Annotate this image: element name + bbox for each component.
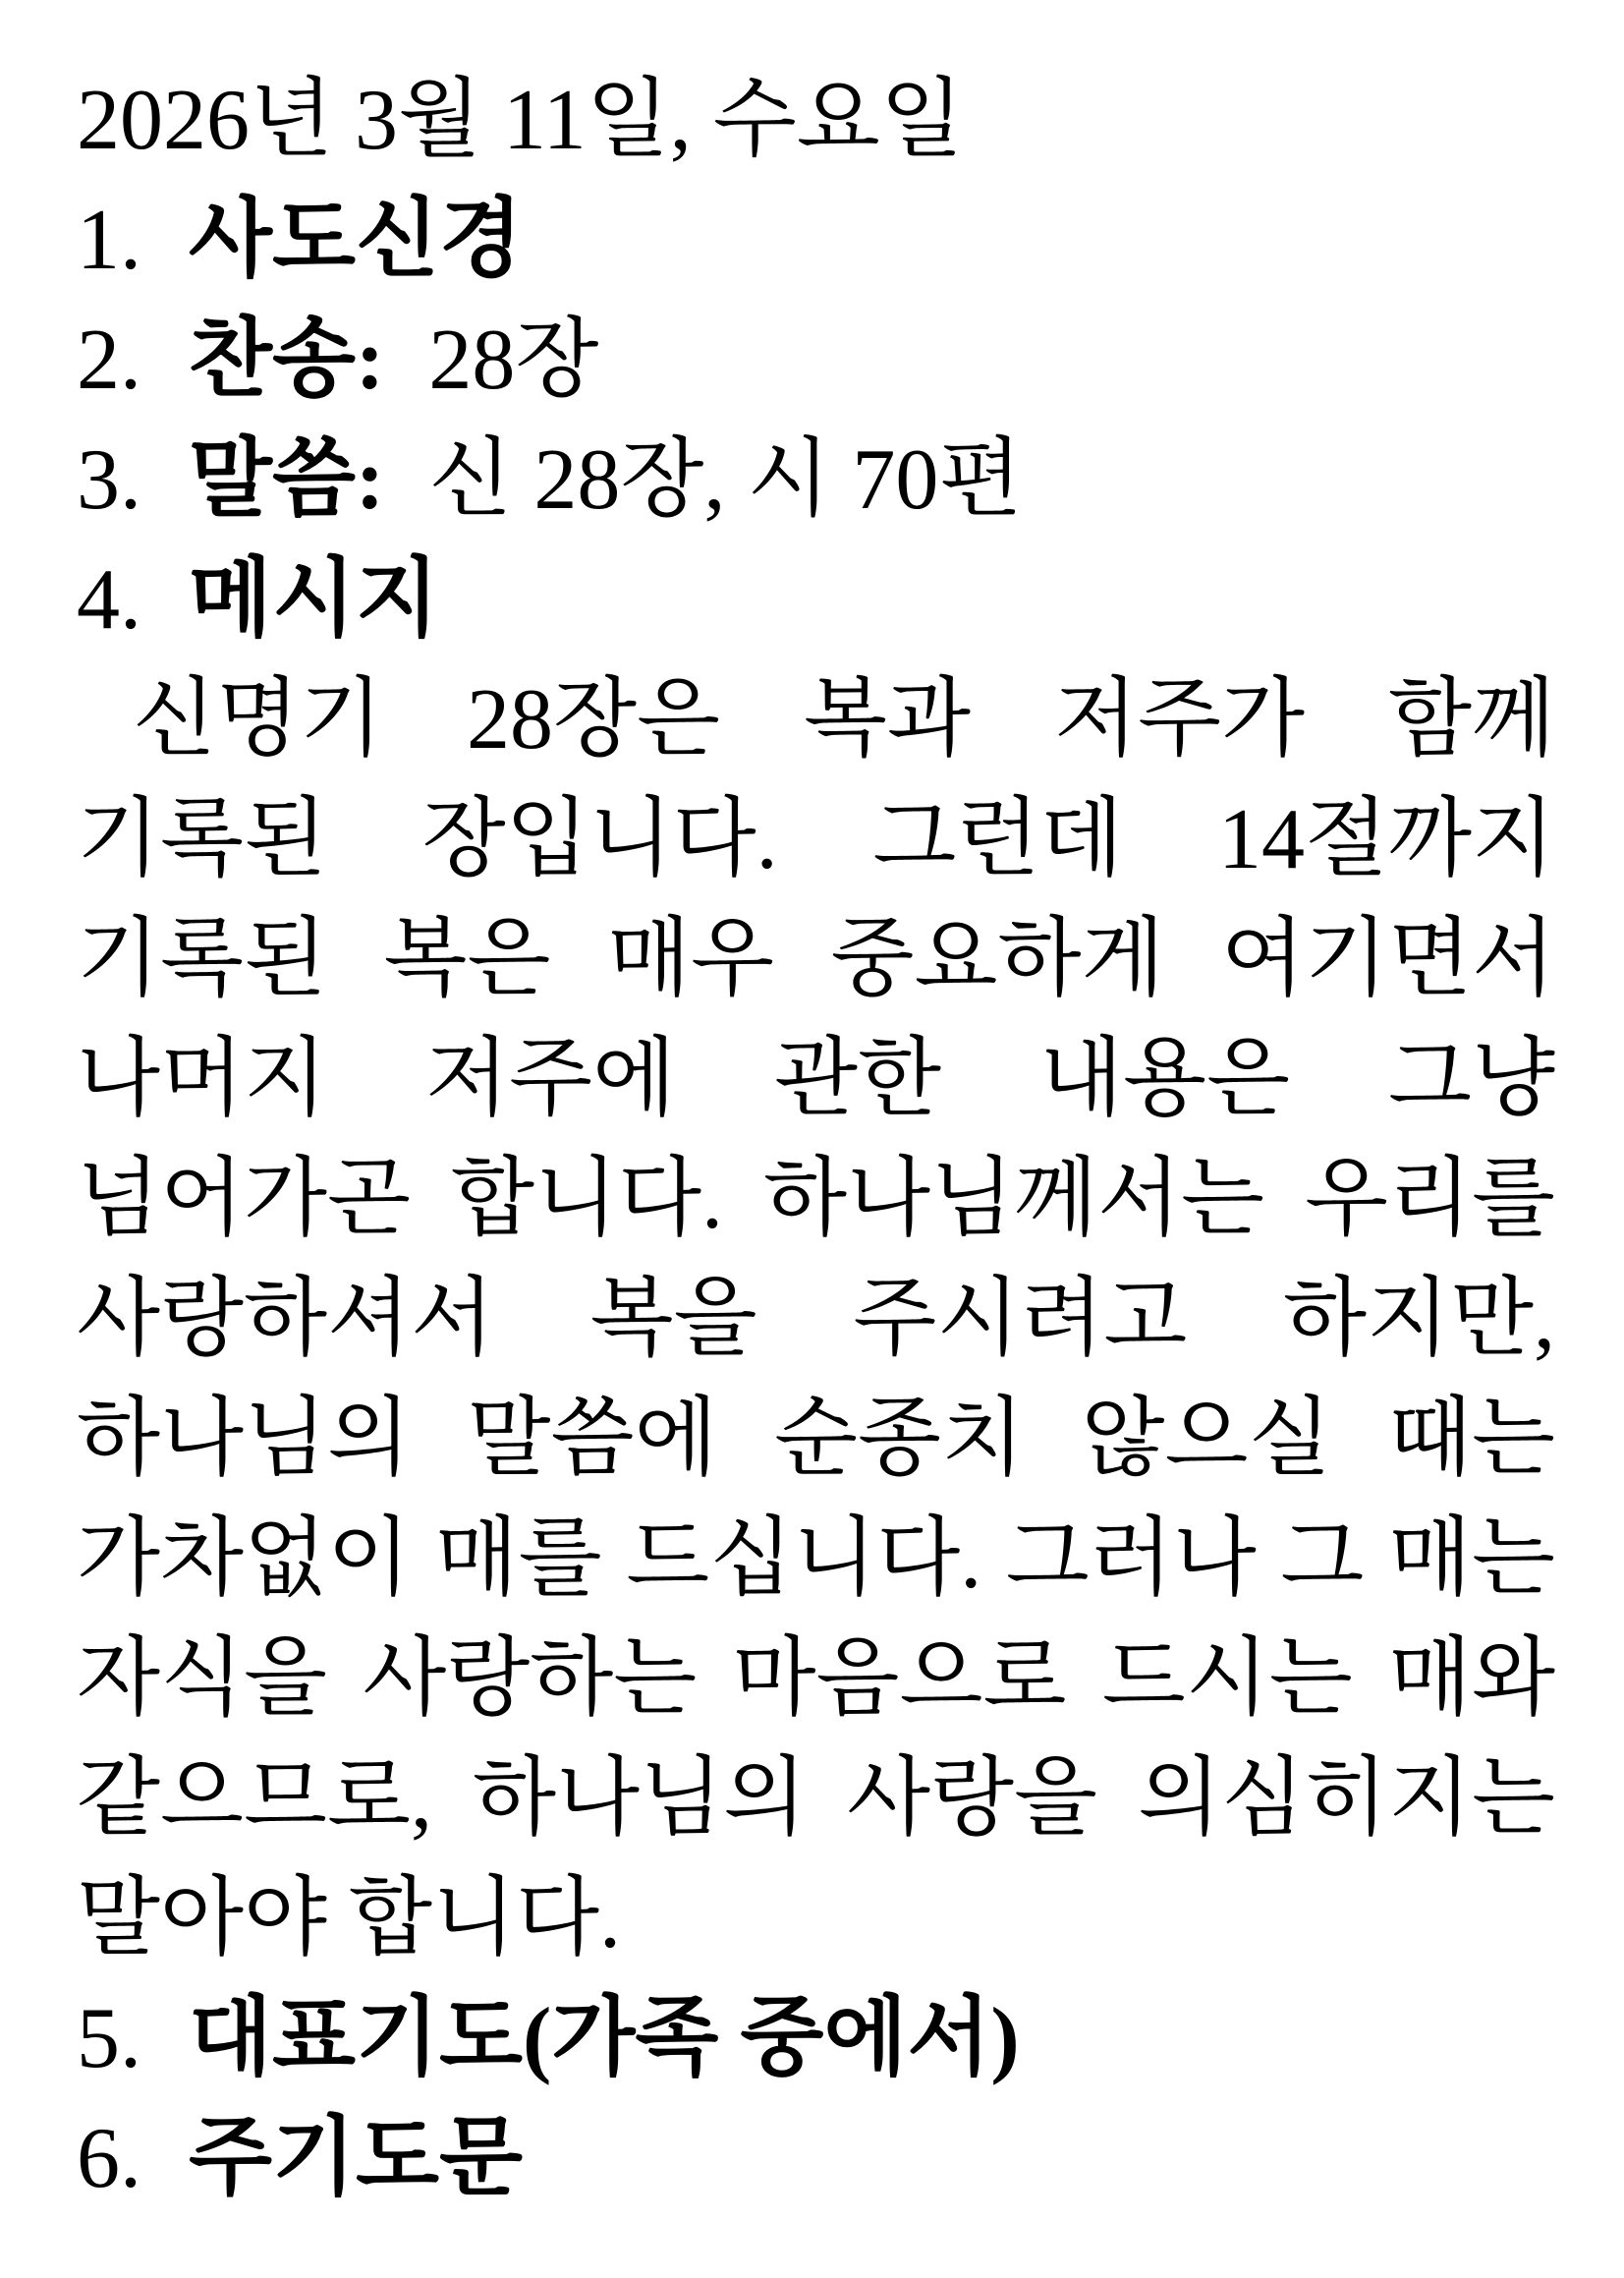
item-label: 말씀:	[189, 432, 385, 528]
item-number: 5.	[77, 1991, 141, 2086]
order-item-representative-prayer	[77, 1979, 1555, 2099]
order-item-hymn	[77, 301, 1555, 421]
item-label: 사도신경	[189, 193, 524, 288]
order-item-message	[77, 541, 1555, 660]
item-label: 찬송:	[189, 313, 385, 408]
item-number: 6.	[77, 2111, 141, 2206]
item-number: 2.	[77, 313, 141, 408]
item-number: 3.	[77, 432, 141, 528]
item-number: 1.	[77, 193, 141, 288]
order-item-apostles-creed	[77, 181, 1555, 301]
item-label: 대표기도(가족 중에서)	[189, 1991, 1020, 2086]
order-item-scripture	[77, 421, 1555, 541]
order-item-lords-prayer	[77, 2099, 1555, 2219]
item-label: 주기도문	[189, 2111, 524, 2206]
date-heading: 2026년 3월 11일, 수요일	[77, 73, 964, 168]
item-number: 4.	[77, 552, 141, 648]
item-label: 메시지	[189, 552, 440, 648]
message-paragraph: 신명기 28장은 복과 저주가 함께 기록된 장입니다. 그런데 14절까지 기록된 복은 매우 중요하게 여기면서 나머지 저주에 관한 내용은 그냥 넘어가곤 합니다. 하나님께서는 우리를 사랑하셔서 복을 주시려고 하지만, 하나님의 말씀에 순종치 않으실 때는 가차없이 매를 드십니다. 그러나 그 매는 자식을 사랑하는 마음으로 드시는 매와 같으므로, 하나님의 사랑을 의심히지는 말아야 합니다.	[77, 672, 1555, 1966]
item-value: 신 28장, 시 70편	[428, 432, 1023, 528]
item-value: 28장	[428, 313, 599, 408]
